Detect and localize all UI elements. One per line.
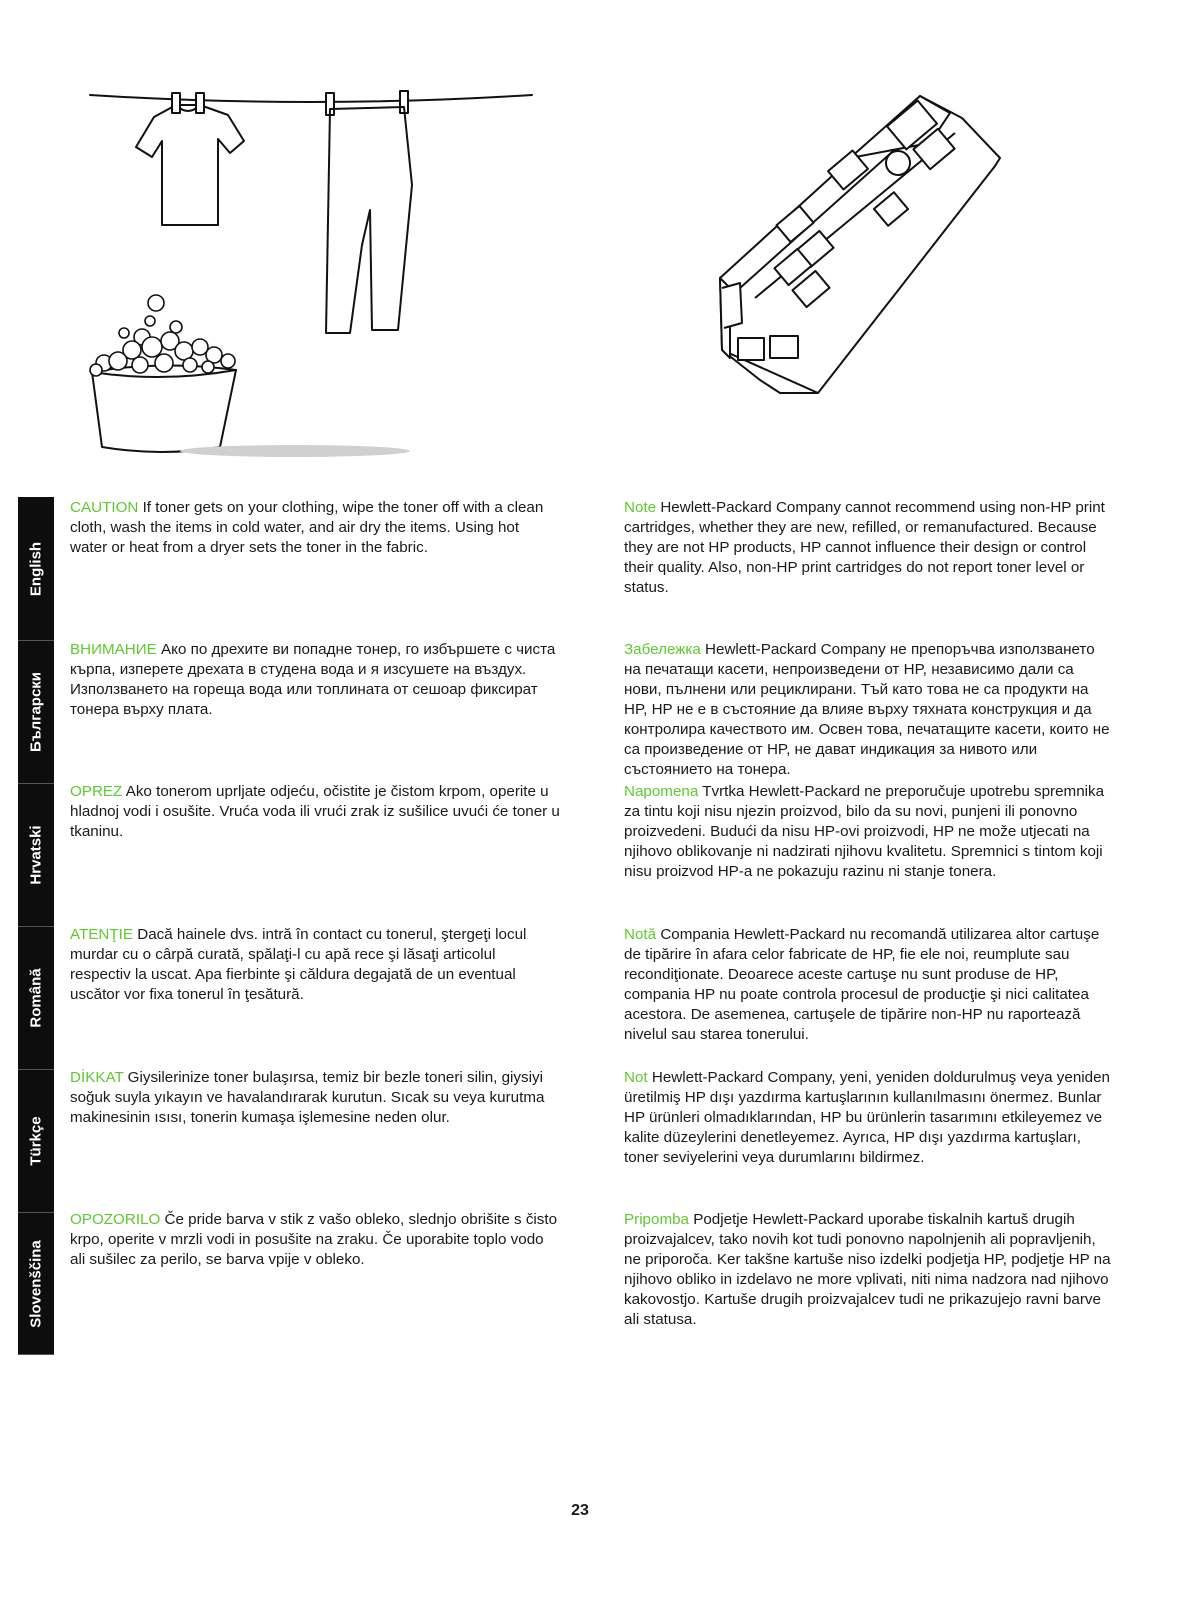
laundry-illustration bbox=[80, 85, 550, 470]
tab-turkish bbox=[18, 1070, 54, 1213]
note-text: Hewlett-Packard Company, yeni, yeniden doldurulmuş veya yeniden üretilmiş HP dışı yazdırma kartuşlarının kullanılmasını önermez. Bunlar HP ürünleri olmadıklarından, HP bu ürünlerin tasarımını etkileyemez ve kalite düzeylerini denetleyemez. Ayrıca, HP dışı yazdırma kartuşları, toner seviyelerini veya durumlarını bildirmez. bbox=[624, 1069, 1110, 1166]
note-label: Notă bbox=[624, 926, 657, 943]
caution-label: DİKKAT bbox=[70, 1069, 124, 1086]
caution-text: Dacă hainele dvs. intră în contact cu tonerul, ştergeţi locul murdar cu o cârpă curată, spălaţi-l cu apă rece şi lăsaţi articolul respectiv la uscat. Apa fierbinte şi căldura degajată de un eventual uscător vor fixa tonerul în ţesătură. bbox=[70, 926, 527, 1003]
tab-bulgarian bbox=[18, 641, 54, 784]
note-paragraph bbox=[624, 640, 1112, 780]
caution-paragraph bbox=[70, 925, 560, 1005]
caution-text: Ако по дрехите ви попадне тонер, го избършете с чиста кърпа, изперете дрехата в студена вода и я изсушете на въздух. Използването на гореща вода или топлината от сешоар фиксират тонера върху плата. bbox=[70, 641, 556, 718]
note-text: Tvrtka Hewlett-Packard ne preporučuje upotrebu spremnika za tintu koji nisu njezin proizvod, bilo da su novi, punjeni ili ponovno proizvedeni. Budući da nisu HP-ovi proizvodi, HP ne može utjecati na njihovo oblikovanje ni nadzirati njihovu kvalitetu. Spremnici s tintom koji nisu proizvod HP-a ne pokazuju razinu ni stanje tonera. bbox=[624, 783, 1105, 880]
note-text: Compania Hewlett-Packard nu recomandă utilizarea altor cartuşe de tipărire în afara celor fabricate de HP, fie ele noi, reumplute sau recondiţionate. Deoarece aceste cartuşe nu sunt produse de HP, compania HP nu poate controla procesul de producţie şi nici calitatea acestora. De asemenea, cartuşele de tipărire non-HP nu raportează nivelul sau starea tonerului. bbox=[624, 926, 1100, 1043]
note-text: Hewlett-Packard Company не препоръчва използването на печатащи касети, непроизведени от HP, независимо дали са нови, пълнени или рециклирани. Тъй като това не са продукти на HP, HP не е в състояние да влияе върху тяхната конструкция и да контролира качеството им. Освен това, печатащите касети, които не са произведение от HP, не дават индикация за нивото или състоянието на тонера. bbox=[624, 641, 1110, 778]
tab-label: Български bbox=[27, 671, 45, 753]
note-paragraph bbox=[624, 1210, 1112, 1330]
caution-label: OPREZ bbox=[70, 783, 123, 800]
note-paragraph bbox=[624, 925, 1112, 1045]
note-label: Pripomba bbox=[624, 1211, 689, 1228]
tab-slovenian bbox=[18, 1213, 54, 1355]
caution-paragraph bbox=[70, 1210, 560, 1270]
note-label: Забележка bbox=[624, 641, 701, 658]
t-shirt-icon bbox=[136, 105, 244, 225]
tab-label: Română bbox=[27, 968, 45, 1028]
caution-text: Če pride barva v stik z vašo obleko, slednjo obrišite s čisto krpo, operite v mrzli vodi in posušite na zraku. Če uporabite toplo vodo ali sušilec za perilo, se barva vpije v obleko. bbox=[70, 1211, 558, 1268]
tab-romanian bbox=[18, 927, 54, 1070]
tab-english bbox=[18, 497, 54, 641]
trousers-icon bbox=[326, 107, 412, 333]
tab-label: Hrvatski bbox=[27, 825, 45, 885]
page-number: 23 bbox=[571, 1502, 589, 1519]
tab-label: English bbox=[27, 541, 45, 596]
note-label: Note bbox=[624, 499, 657, 516]
caution-text: Ako tonerom uprljate odjeću, očistite je čistom krpom, operite u hladnoj vodi i osušite. Vruća voda ili vrući zrak iz sušilice uvući će toner u tkaninu. bbox=[70, 783, 560, 840]
caution-label: ATENŢIE bbox=[70, 926, 134, 943]
note-label: Not bbox=[624, 1069, 648, 1086]
note-text: Podjetje Hewlett-Packard uporabe tiskalnih kartuš drugih proizvajalcev, tako novih kot tudi ponovno napolnjenih ali popravljenih, ne priporoča. Ker takšne kartuše niso izdelki podjetja HP, podjetje HP na njihovo obliko in izdelavo ne more vplivati, niti nima nadzora nad njihovo kakovostjo. Kartuše drugih proizvajalcev tudi ne prikazujejo ravni barve ali statusa. bbox=[624, 1211, 1111, 1328]
note-label: Napomena bbox=[624, 783, 699, 800]
caution-paragraph bbox=[70, 498, 560, 558]
tab-label: Türkçe bbox=[27, 1116, 45, 1166]
clothesline bbox=[90, 95, 532, 102]
note-paragraph bbox=[624, 782, 1112, 882]
print-cartridge-illustration bbox=[700, 88, 1005, 408]
note-text: Hewlett-Packard Company cannot recommend using non-HP print cartridges, whether they are new, refilled, or remanufactured. Because they are not HP products, HP cannot influence their design or control their quality. Also, non-HP print cartridges do not report toner level or status. bbox=[624, 499, 1105, 596]
wash-basin-icon bbox=[92, 365, 236, 452]
caution-label: ВНИМАНИЕ bbox=[70, 641, 157, 658]
note-paragraph bbox=[624, 498, 1112, 598]
caution-paragraph bbox=[70, 1068, 560, 1128]
caution-paragraph bbox=[70, 640, 560, 720]
caution-paragraph bbox=[70, 782, 560, 842]
caution-text: If toner gets on your clothing, wipe the toner off with a clean cloth, wash the items in cold water, and air dry the items. Using hot water or heat from a dryer sets the toner in the fabric. bbox=[70, 499, 544, 556]
tab-croatian bbox=[18, 784, 54, 927]
soap-bubbles bbox=[90, 295, 235, 376]
caution-label: CAUTION bbox=[70, 499, 139, 516]
caution-text: Giysilerinize toner bulaşırsa, temiz bir bezle toneri silin, giysiyi soğuk suyla yıkayın ve havalandırarak kurutun. Sıcak su veya kurutma makinesinin ısısı, tonerin kumaşa işlemesine neden olur. bbox=[70, 1069, 545, 1126]
tab-label: Slovenščina bbox=[27, 1239, 45, 1328]
caution-label: OPOZORILO bbox=[70, 1211, 161, 1228]
note-paragraph bbox=[624, 1068, 1112, 1168]
